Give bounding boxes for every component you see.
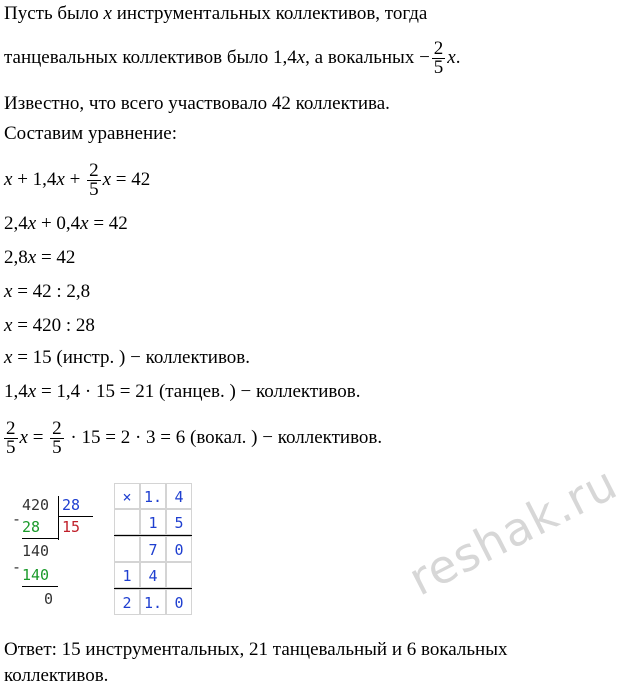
equation-4 <box>4 280 90 304</box>
problem-line-4: Составим уравнение: <box>4 123 178 144</box>
grid-cell: 1 <box>140 509 166 535</box>
grid-cell: 1 <box>114 562 140 588</box>
subtraction-line <box>22 538 58 539</box>
divisor-underline <box>59 516 93 517</box>
grid-cell: 1. <box>140 589 166 615</box>
watermark-logo: reshak.ru <box>400 455 626 607</box>
grid-cell: 1. <box>140 483 166 509</box>
grid-cell: 5 <box>166 509 192 535</box>
variable-x: x <box>27 381 37 402</box>
text-segment: · 15 = 2 · 3 = 6 (вокал. ) − коллективов. <box>65 427 383 448</box>
problem-line-1 <box>4 2 427 26</box>
fraction-denominator: 5 <box>52 437 62 459</box>
division-bar-vertical <box>58 496 59 540</box>
grid-cell <box>114 536 140 562</box>
dividend: 420 <box>22 496 50 514</box>
minus-sign: - <box>12 510 22 528</box>
text-segment: = 15 (инстр. ) − коллективов. <box>12 347 251 368</box>
variable-x: x <box>296 47 306 68</box>
quotient: 15 <box>62 518 81 536</box>
variable-x: x <box>4 347 13 368</box>
equation-8 <box>4 420 382 457</box>
fraction-two-fifths <box>50 420 64 457</box>
variable-x: x <box>56 169 65 190</box>
variable-x: x <box>4 281 13 302</box>
text-segment: = 1,4 · 15 = 21 (танцев. ) − коллективов. <box>36 381 361 402</box>
variable-x: x <box>103 3 112 24</box>
multiply-sign: × <box>114 483 140 509</box>
variable-x: x <box>4 315 13 336</box>
text-segment: + 1,4 <box>12 169 57 190</box>
text-segment: 2,4 <box>4 213 28 234</box>
text-segment: 2,8 <box>4 247 28 268</box>
variable-x: x <box>102 169 111 190</box>
fraction-two-fifths <box>87 162 101 199</box>
second-subtrahend: 140 <box>22 566 50 584</box>
text-segment: Пусть было <box>4 3 104 24</box>
grid-cell <box>166 562 192 588</box>
variable-x: x <box>447 47 456 68</box>
text-segment: = 42 <box>36 247 76 268</box>
variable-x: x <box>27 247 37 268</box>
variable-x: x <box>80 213 89 234</box>
grid-cell: 0 <box>166 589 192 615</box>
fraction-two-fifths <box>4 420 18 457</box>
variable-x: x <box>19 427 28 448</box>
variable-x: x <box>4 169 13 190</box>
final-remainder: 0 <box>44 590 54 608</box>
fraction-two-fifths <box>432 40 446 77</box>
grid-cell: 4 <box>140 562 166 588</box>
text-segment: . <box>455 47 461 68</box>
divisor: 28 <box>62 496 81 514</box>
remainder: 140 <box>22 542 50 560</box>
subtraction-line <box>22 586 58 587</box>
fraction-denominator: 5 <box>89 179 99 201</box>
grid-cell: 7 <box>140 536 166 562</box>
fraction-numerator: 2 <box>6 418 16 440</box>
text-segment: инструментальных коллективов, тогда <box>111 3 428 24</box>
equation-5 <box>4 314 95 338</box>
long-division <box>8 494 98 614</box>
equation-3 <box>4 246 75 270</box>
fraction-numerator: 2 <box>52 418 62 440</box>
answer-line-2: коллективов. <box>4 665 109 686</box>
text-segment: + 0,4 <box>36 213 81 234</box>
fraction-numerator: 2 <box>433 38 444 60</box>
multiplication-grid <box>114 483 196 615</box>
answer-line-1: Ответ: 15 инструментальных, 21 танцевальный и 6 вокальных <box>4 639 508 660</box>
grid-cell: 2 <box>114 589 140 615</box>
fraction-numerator: 2 <box>89 160 99 182</box>
text-segment: , а вокальных − <box>305 47 430 68</box>
text-segment: = <box>27 427 49 448</box>
text-segment: танцевальных коллективов было 1,4 <box>4 47 297 68</box>
equation-1 <box>4 162 150 199</box>
problem-line-3: Известно, что всего участвовало 42 коллектива. <box>4 93 390 114</box>
fraction-denominator: 5 <box>433 57 444 79</box>
grid-cell: 4 <box>166 483 192 509</box>
minus-sign: - <box>12 558 22 576</box>
text-segment: = 42 : 2,8 <box>12 281 91 302</box>
text-segment: = 42 <box>88 213 128 234</box>
first-subtrahend: 28 <box>22 518 41 536</box>
fraction-denominator: 5 <box>6 437 16 459</box>
text-segment: 1,4 <box>4 381 28 402</box>
text-segment: = 42 <box>111 169 151 190</box>
problem-line-2 <box>4 40 460 77</box>
variable-x: x <box>27 213 37 234</box>
equation-7 <box>4 380 360 404</box>
grid-cell <box>114 509 140 535</box>
grid-cell: 0 <box>166 536 192 562</box>
text-segment: = 420 : 28 <box>12 315 95 336</box>
text-segment: + <box>64 169 86 190</box>
equation-2 <box>4 212 128 236</box>
equation-6 <box>4 346 250 370</box>
